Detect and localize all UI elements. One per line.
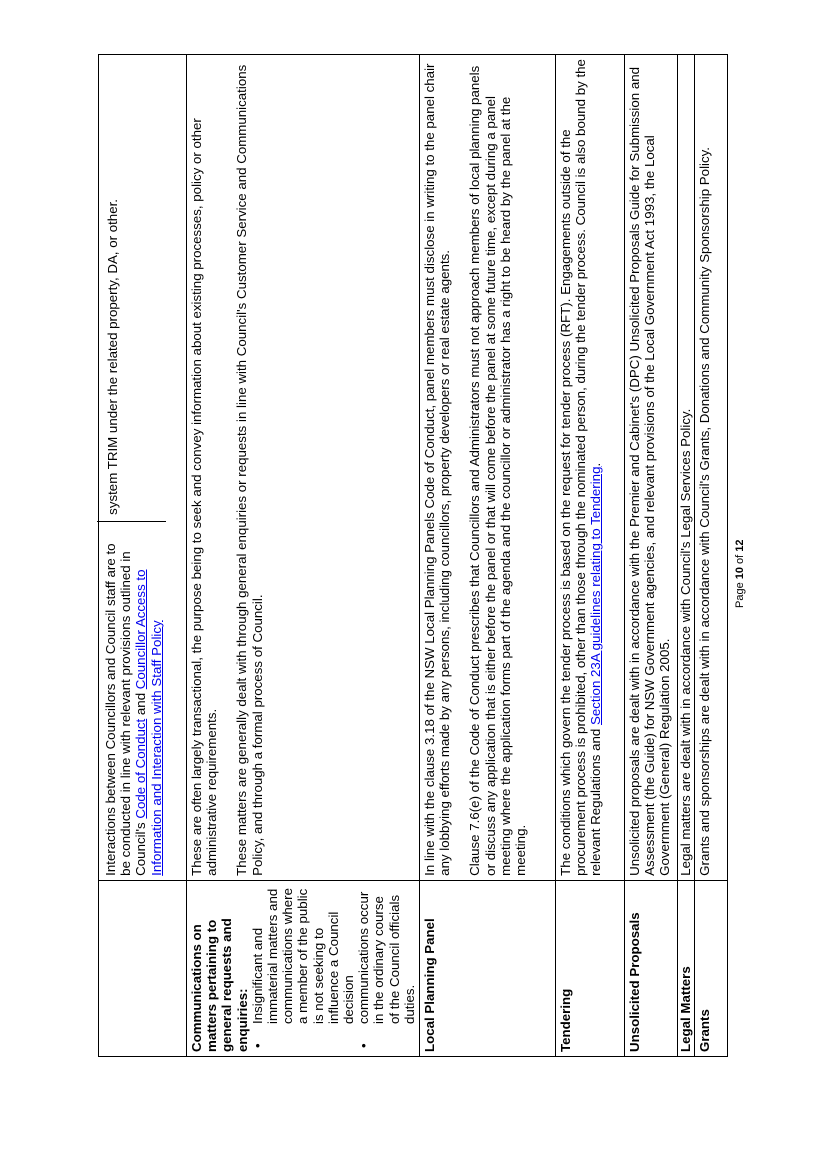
tendering-text: The conditions which govern the tender process is based on the request for tender process (RFT). Engagements outside of the procurement process is prohibited, other than those through the nominated person, during the tender process. Council is also bound by the relevant Regulations and [558,59,604,876]
table-row-grants [695,55,728,1057]
list-item: • Insignificant and immaterial matters and communications where a member of the public is not seeking to influence a Council decision [250,885,356,1024]
rotated-page [98,54,713,1057]
table-row-unsolicited [625,55,678,1057]
communications-bullets [250,885,417,1052]
cell-tendering-heading [556,880,625,1056]
page-footer [734,539,746,608]
grants-text: Grants and sponsorships are dealt with in accordance with Council's Grants, Donations and Community Sponsorship Policy. [697,147,713,876]
table-row-tendering [556,55,625,1057]
trim-left [97,521,166,880]
code-of-conduct-link[interactable]: Code of Conduct [133,718,149,819]
cell-empty [99,880,187,1056]
communications-heading: Communications on matters pertaining to general requests and enquiries: [189,918,250,1052]
table-row-trim [99,55,187,1057]
lpp-para2: Clause 7.6(e) of the Code of Conduct prescribes that Councillors and Administrators must not approach members of local planning panels or discuss any application that is either before the panel or that will come before the panel at some future time, except during a panel meeting where the application forms part of the agenda and the councillor or administrator has a right to be heard by the panel at the meeting. [467,65,529,876]
unsolicited-text: Unsolicited proposals are dealt with in accordance with the Premier and Cabinet's (DPC) Unsolicited Proposals Guide for Submission and Assessment (the Guide) for NSW Government agencies, and relevant provisions of the Local Government Act 1993, the Local Government (General) Regulation 2005. [627,66,673,876]
cell-unsolicited-heading [625,880,678,1056]
page-number: 10 [734,567,746,580]
trim-right: system TRIM under the related property, DA, or other. [105,199,120,515]
cell-trim [99,55,187,881]
cell-unsolicited-body [625,55,678,881]
unsolicited-heading: Unsolicited Proposals [627,912,643,1052]
table-row-communications [187,55,420,1057]
cell-communications-body [187,55,420,881]
grants-heading: Grants [697,1009,713,1052]
cell-lpp-body [420,55,556,881]
of-word: of [734,551,746,567]
legal-heading: Legal Matters [678,966,694,1052]
page-total: 12 [734,539,746,552]
table-row-lpp [420,55,556,1057]
cell-grants-body [695,55,728,881]
cell-tendering-body [556,55,625,881]
section-23a-link[interactable]: Section 23A guidelines relating to Tendering [588,466,604,726]
and-text: and [133,689,149,719]
legal-text: Legal matters are dealt with in accordance with Council's Legal Services Policy. [678,408,694,876]
tendering-end: . [588,462,604,467]
page-word: Page [734,579,746,608]
councillor-access-link[interactable]: Councillor Access to Information and Interaction with Staff Policy [133,569,164,876]
policy-table [98,54,728,1057]
tendering-heading: Tendering [558,988,574,1052]
cell-communications-heading [187,880,420,1056]
communications-para1: These are often largely transactional, the purpose being to seek and convey information about existing processes, policy or other administrative requirements. [189,118,220,876]
cell-legal-heading [678,880,695,1056]
lpp-para1: In line with the clause 3.18 of the NSW Local Planning Panels Code of Conduct, panel members must disclose in writing to the panel chair any lobbying efforts made by any persons, including councillors, property developers or real estate agents. [422,63,453,876]
trim-left-text: Interactions between Councillors and Council staff are to be conducted in line with relevant provisions outlined in Council's [103,543,149,876]
cell-lpp-heading [420,880,556,1056]
communications-para2: These matters are generally dealt with through general enquiries or requests in line with Council's Customer Service and Communications Policy, and through a formal process of Council. [234,64,265,876]
lpp-heading: Local Planning Panel [422,918,438,1052]
list-item: • communications occur in the ordinary course of the Council officials duties. [356,885,417,1024]
cell-legal-body [678,55,695,881]
cell-grants-heading [695,880,728,1056]
table-row-legal [678,55,695,1057]
